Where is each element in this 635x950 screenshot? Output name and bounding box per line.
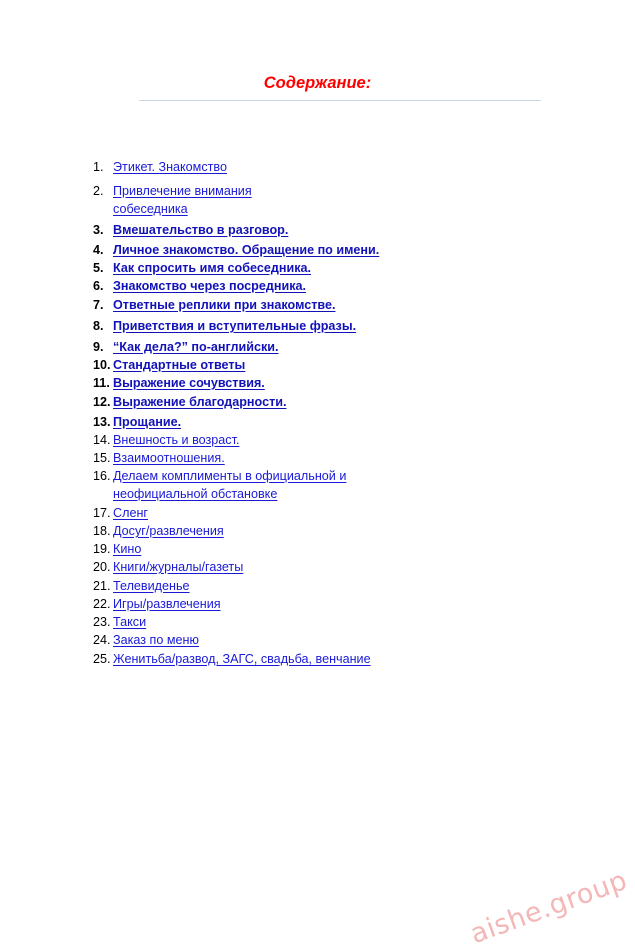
toc-item bbox=[93, 595, 453, 613]
toc-item-number: 16. bbox=[93, 469, 111, 483]
toc-item bbox=[93, 393, 453, 411]
toc-item-number: 20. bbox=[93, 560, 111, 574]
toc-link-replies[interactable]: Ответные реплики при знакомстве. bbox=[113, 298, 336, 312]
toc-item-number: 8. bbox=[93, 319, 104, 333]
toc-link-greetings[interactable]: Приветствия и вступительные фразы. bbox=[113, 319, 357, 333]
toc-item bbox=[93, 182, 293, 218]
toc-item bbox=[93, 431, 453, 449]
toc-item bbox=[93, 317, 453, 335]
toc-item bbox=[93, 650, 453, 668]
toc-link-how-are-you[interactable]: “Как дела?” по-английски. bbox=[113, 340, 279, 354]
toc-item-number: 7. bbox=[93, 298, 104, 312]
toc-item bbox=[93, 241, 453, 259]
toc-item-number: 21. bbox=[93, 579, 111, 593]
toc-item bbox=[93, 558, 453, 576]
toc-item-number: 4. bbox=[93, 243, 104, 257]
toc-link-standard-answers[interactable]: Стандартные ответы bbox=[113, 358, 246, 372]
toc-item bbox=[93, 613, 453, 631]
toc-item-number: 2. bbox=[93, 184, 104, 198]
toc-link-marriage[interactable]: Женитьба/развод, ЗАГС, свадьба, венчание bbox=[113, 652, 371, 666]
toc-item-number: 9. bbox=[93, 340, 104, 354]
toc-item-number: 15. bbox=[93, 451, 111, 465]
toc-link-television[interactable]: Телевиденье bbox=[113, 579, 190, 593]
toc-link-personal-acquaintance[interactable]: Личное знакомство. Обращение по имени. bbox=[113, 243, 380, 257]
toc-item bbox=[93, 356, 453, 374]
toc-item-number: 24. bbox=[93, 633, 111, 647]
toc-item-number: 1. bbox=[93, 160, 104, 174]
toc-link-compliments[interactable]: Делаем комплименты в официальной и неофициальной обстановке bbox=[113, 469, 347, 501]
toc-item bbox=[93, 277, 453, 295]
toc-item bbox=[93, 158, 453, 176]
toc-item bbox=[93, 522, 453, 540]
toc-item-number: 6. bbox=[93, 279, 104, 293]
toc-item bbox=[93, 259, 453, 277]
toc-link-games[interactable]: Игры/развлечения bbox=[113, 597, 221, 611]
toc-link-appearance-age[interactable]: Внешность и возраст. bbox=[113, 433, 240, 447]
toc-item-number: 5. bbox=[93, 261, 104, 275]
toc-item bbox=[93, 504, 453, 522]
toc-item bbox=[93, 540, 453, 558]
toc-item-number: 14. bbox=[93, 433, 111, 447]
toc-link-leisure[interactable]: Досуг/развлечения bbox=[113, 524, 224, 538]
toc-item-number: 3. bbox=[93, 223, 104, 237]
toc-item bbox=[93, 449, 453, 467]
toc-item-number: 13. bbox=[93, 415, 111, 429]
toc-item-number: 12. bbox=[93, 395, 111, 409]
toc-item-number: 11. bbox=[93, 376, 110, 390]
toc-link-taxi[interactable]: Такси bbox=[113, 615, 147, 629]
toc-item bbox=[93, 577, 453, 595]
toc-item-number: 17. bbox=[93, 506, 111, 520]
toc-link-sympathy[interactable]: Выражение сочувствия. bbox=[113, 376, 265, 390]
toc-item bbox=[93, 374, 453, 392]
toc-item-number: 19. bbox=[93, 542, 111, 556]
toc-link-attracting-attention[interactable]: Привлечение внимания собеседника bbox=[113, 184, 252, 216]
toc-link-books[interactable]: Книги/журналы/газеты bbox=[113, 560, 244, 574]
toc-item-number: 23. bbox=[93, 615, 111, 629]
title-divider bbox=[139, 100, 541, 101]
toc-link-gratitude[interactable]: Выражение благодарности. bbox=[113, 395, 287, 409]
toc-link-slang[interactable]: Сленг bbox=[113, 506, 148, 520]
toc-item-number: 22. bbox=[93, 597, 111, 611]
page-title: Содержание: bbox=[263, 74, 372, 92]
watermark: aishe.group bbox=[465, 864, 631, 950]
toc-link-relationships[interactable]: Взаимоотношения. bbox=[113, 451, 225, 465]
toc-link-etiquette-acquaintance[interactable]: Этикет. Знакомство bbox=[113, 160, 227, 174]
toc-item bbox=[93, 467, 383, 503]
toc-link-farewell[interactable]: Прощание. bbox=[113, 415, 182, 429]
toc-link-intervening[interactable]: Вмешательство в разговор. bbox=[113, 223, 289, 237]
toc-link-menu-order[interactable]: Заказ по меню bbox=[113, 633, 199, 647]
toc-item bbox=[93, 413, 453, 431]
toc-item-number: 10. bbox=[93, 358, 111, 372]
toc-link-asking-name[interactable]: Как спросить имя собеседника. bbox=[113, 261, 312, 275]
toc-item bbox=[93, 631, 453, 649]
toc-item bbox=[93, 296, 453, 314]
toc-item-number: 25. bbox=[93, 652, 111, 666]
toc-item bbox=[93, 338, 453, 356]
toc-link-cinema[interactable]: Кино bbox=[113, 542, 142, 556]
toc-link-intermediary[interactable]: Знакомство через посредника. bbox=[113, 279, 307, 293]
toc-item-number: 18. bbox=[93, 524, 111, 538]
toc-item bbox=[93, 221, 453, 239]
